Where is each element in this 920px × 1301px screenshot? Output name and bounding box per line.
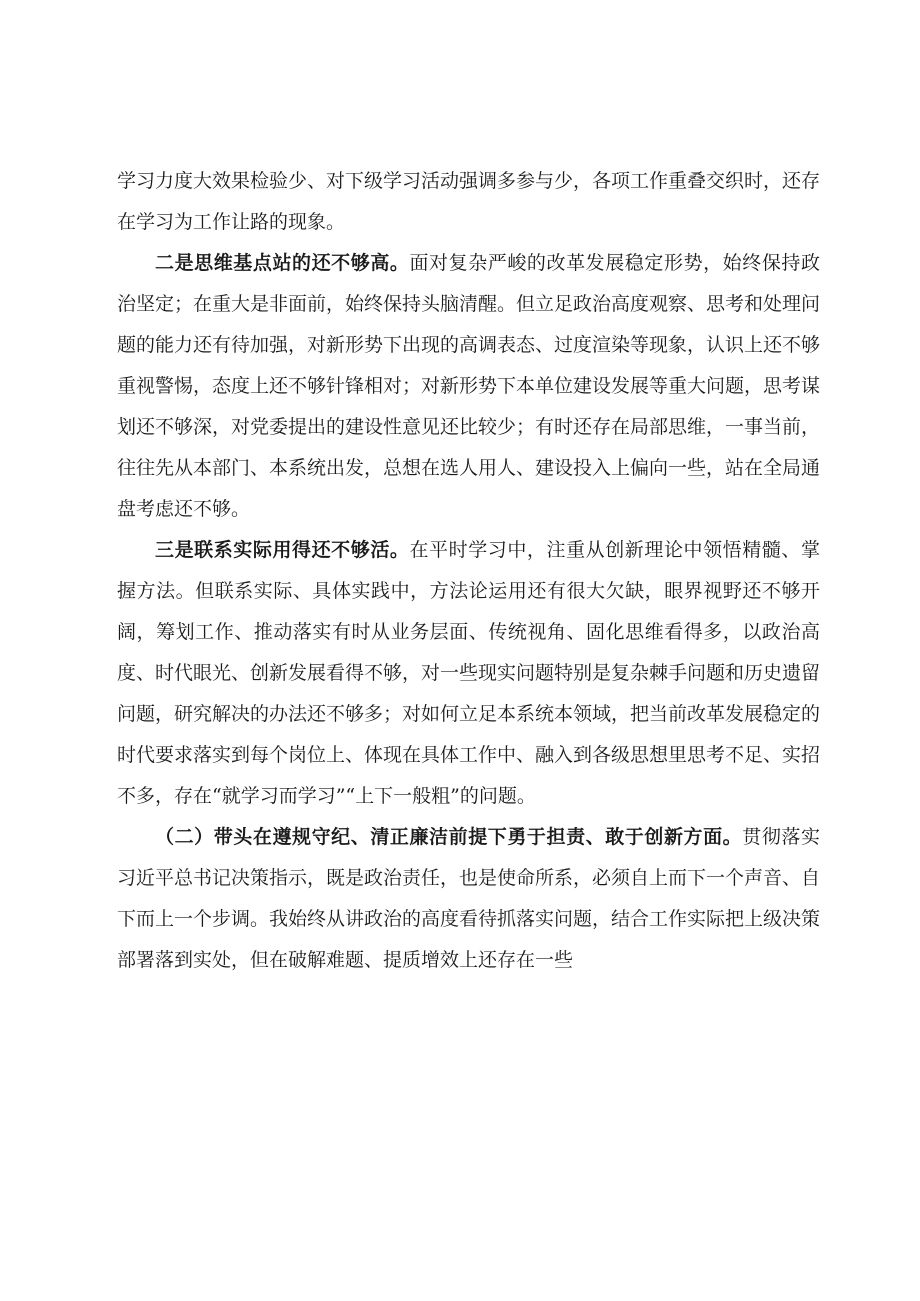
paragraph-text: 贯彻落实习近平总书记决策指示，既是政治责任，也是使命所系，必须自上而下一个声音、自下而上一个步调。我始终从讲政治的高度看待抓落实问题，结合工作实际把上级决策部署落到实处，但在破解难题、提质增效上还存在一些 bbox=[117, 826, 821, 971]
paragraph-text: 学习力度大效果检验少、对下级学习活动强调多参与少，各项工作重叠交织时，还存在学习为工作让路的现象。 bbox=[117, 170, 821, 233]
paragraph-point-three bbox=[117, 530, 820, 817]
paragraph-text: 面对复杂严峻的改革发展稳定形势，始终保持政治坚定；在重大是非面前，始终保持头脑清醒。但立足政治高度观察、思考和处理问题的能力还有待加强，对新形势下出现的高调表态、过度渲染等现象，认识上还不够重视警惕，态度上还不够针锋相对；对新形势下本单位建设发展等重大问题，思考谋划还不够深，对党委提出的建设性意见还比较少；有时还存在局部思维，一事当前，往往先从本部门、本系统出发，总想在选人用人、建设投入上偏向一些，站在全局通盘考虑还不够。 bbox=[117, 252, 821, 520]
document-body bbox=[117, 161, 820, 981]
paragraph-lead: 三是联系实际用得还不够活。 bbox=[155, 539, 410, 561]
paragraph-text: 在平时学习中，注重从创新理论中领悟精髓、掌握方法。但联系实际、具体实践中，方法论运用还有很大欠缺，眼界视野还不够开阔，筹划工作、推动落实有时从业务层面、传统视角、固化思维看得多，以政治高度、时代眼光、创新发展看得不够，对一些现实问题特别是复杂棘手问题和历史遗留问题，研究解决的办法还不够多；对如何立足本系统本领域，把当前改革发展稳定的时代要求落实到每个岗位上、体现在具体工作中、融入到各级思想里思考不足、实招不多，存在“就学习而学习”“上下一般粗”的问题。 bbox=[117, 539, 821, 807]
paragraph-continuation bbox=[117, 161, 820, 243]
section-heading: （二）带头在遵规守纪、清正廉洁前提下勇于担责、敢于创新方面。 bbox=[155, 826, 743, 848]
paragraph-section-two bbox=[117, 817, 820, 981]
paragraph-point-two bbox=[117, 243, 820, 530]
paragraph-lead: 二是思维基点站的还不够高。 bbox=[155, 252, 410, 274]
